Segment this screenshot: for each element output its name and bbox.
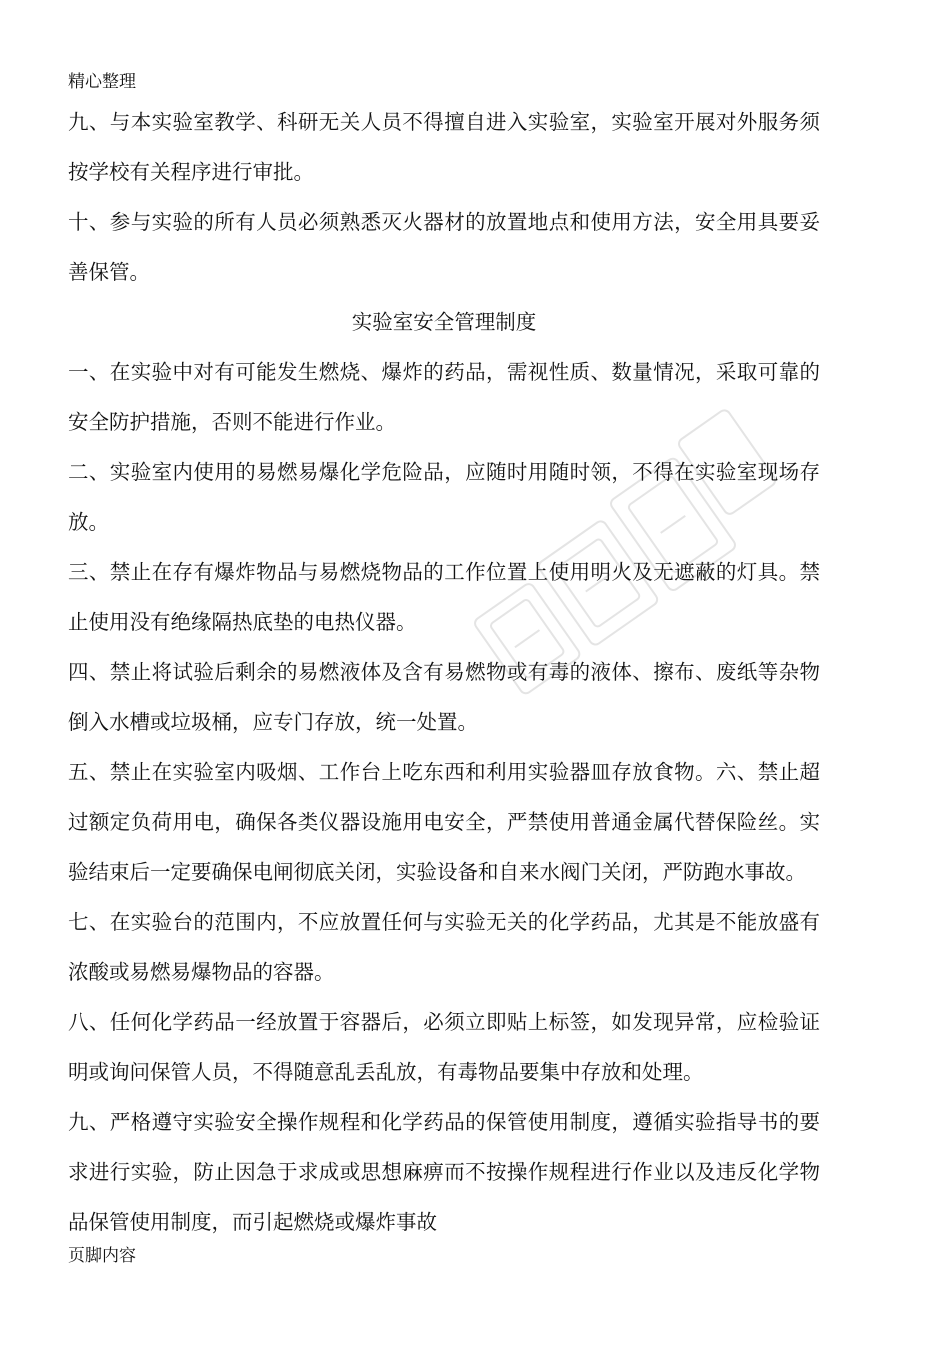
- rule-paragraph: 二、实验室内使用的易燃易爆化学危险品，应随时用随时领，不得在实验室现场存放。: [68, 460, 820, 534]
- page-footer: 页脚内容: [68, 1246, 136, 1266]
- intro-paragraph: 十、参与实验的所有人员必须熟悉灭火器材的放置地点和使用方法，安全用具要妥善保管。: [68, 210, 820, 284]
- rule-paragraph: 一、在实验中对有可能发生燃烧、爆炸的药品，需视性质、数量情况，采取可靠的安全防护措施，否则不能进行作业。: [68, 360, 820, 434]
- rule-paragraph: 七、在实验台的范围内，不应放置任何与实验无关的化学药品，尤其是不能放盛有浓酸或易燃易爆物品的容器。: [68, 910, 820, 984]
- rule-paragraph: 五、禁止在实验室内吸烟、工作台上吃东西和利用实验器皿存放食物。六、禁止超过额定负荷用电，确保各类仪器设施用电安全，严禁使用普通金属代替保险丝。实验结束后一定要确保电闸彻底关闭，实验设备和自来水阀门关闭，严防跑水事故。: [68, 760, 820, 884]
- rule-paragraph: 三、禁止在存有爆炸物品与易燃烧物品的工作位置上使用明火及无遮蔽的灯具。禁止使用没有绝缘隔热底垫的电热仪器。: [68, 560, 820, 634]
- page-header: 精心整理: [68, 72, 136, 92]
- intro-paragraph: 九、与本实验室教学、科研无关人员不得擅自进入实验室，实验室开展对外服务须按学校有关程序进行审批。: [68, 110, 820, 184]
- rule-paragraph: 八、任何化学药品一经放置于容器后，必须立即贴上标签，如发现异常，应检验证明或询问保管人员，不得随意乱丢乱放，有毒物品要集中存放和处理。: [68, 1010, 820, 1084]
- section-title: 实验室安全管理制度: [351, 310, 537, 334]
- rule-paragraph: 四、禁止将试验后剩余的易燃液体及含有易燃物或有毒的液体、擦布、废纸等杂物倒入水槽或垃圾桶，应专门存放，统一处置。: [68, 660, 820, 734]
- rule-paragraph: 九、严格遵守实验安全操作规程和化学药品的保管使用制度，遵循实验指导书的要求进行实验，防止因急于求成或思想麻痹而不按操作规程进行作业以及违反化学物品保管使用制度，而引起燃烧或爆炸事故: [68, 1110, 820, 1234]
- document-body: [68, 97, 820, 1247]
